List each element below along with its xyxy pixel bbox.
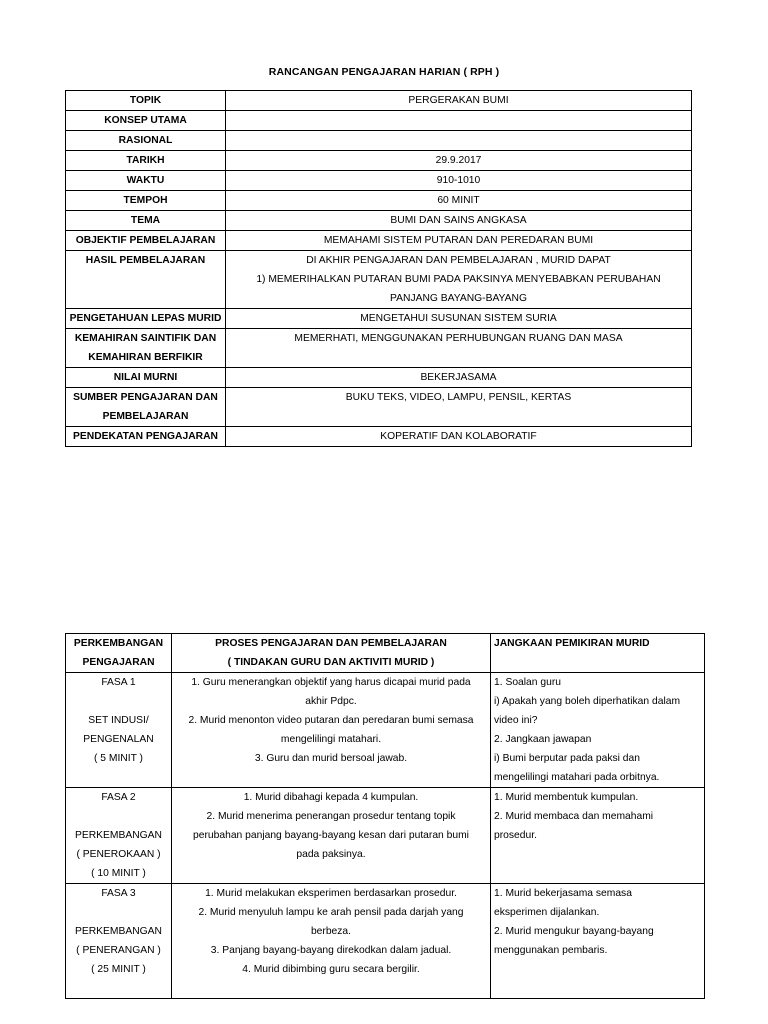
pdp-cell-line: ( PENERANGAN )	[76, 945, 161, 956]
rph-value	[226, 131, 692, 151]
rph-label: HASIL PEMBELAJARAN	[66, 251, 226, 309]
pdp-cell-line: ( 5 MINIT )	[93, 753, 143, 764]
pdp-header-c3	[491, 634, 705, 673]
pdp-header-line: PERKEMBANGAN	[73, 638, 164, 649]
rph-value-line: PERGERAKAN BUMI	[408, 95, 509, 106]
pdp-cell-line: FASA 3	[101, 888, 136, 899]
pdp-cell-line: perubahan panjang bayang-bayang kesan dari putaran bumi	[193, 830, 469, 841]
pdp-cell-line: 3. Guru dan murid bersoal jawab.	[254, 753, 408, 764]
rph-label: NILAI MURNI	[66, 368, 226, 388]
pdp-cell-line: ( 10 MINIT )	[91, 868, 146, 879]
pdp-cell-c2	[172, 673, 491, 788]
pdp-header-line: JANGKAAN PEMIKIRAN MURID	[494, 638, 650, 649]
rph-row	[66, 171, 692, 191]
rph-label: TEMA	[66, 211, 226, 231]
rph-label: RASIONAL	[66, 131, 226, 151]
rph-row	[66, 251, 692, 309]
rph-row	[66, 111, 692, 131]
pdp-cell-line: mengelilingi matahari.	[280, 734, 382, 745]
rph-value-line: MENGETAHUI SUSUNAN SISTEM SURIA	[360, 313, 557, 324]
rph-row	[66, 231, 692, 251]
pdp-row	[66, 884, 705, 999]
rph-label: KEMAHIRAN SAINTIFIK DAN KEMAHIRAN BERFIKIR	[66, 329, 226, 368]
rph-value	[226, 251, 692, 309]
rph-label: SUMBER PENGAJARAN DAN PEMBELAJARAN	[66, 388, 226, 427]
pdp-cell-line: PENGENALAN	[83, 734, 154, 745]
pdp-cell-c3	[491, 884, 705, 999]
pdp-cell-line: berbeza.	[310, 926, 352, 937]
rph-value-line: PANJANG BAYANG-BAYANG	[390, 293, 527, 304]
pdp-cell-c1	[66, 884, 172, 999]
rph-value	[226, 111, 692, 131]
pdp-cell-line: 2. Murid menyuluh lampu ke arah pensil pada darjah yang	[198, 907, 464, 918]
pdp-cell-line: mengelilingi matahari pada orbitnya.	[494, 772, 660, 783]
rph-label: OBJEKTIF PEMBELAJARAN	[66, 231, 226, 251]
pdp-cell-line: 1. Soalan guru	[494, 677, 561, 688]
rph-label: PENDEKATAN PENGAJARAN	[66, 427, 226, 447]
rph-value-line: 1) MEMERIHALKAN PUTARAN BUMI PADA PAKSINYA MENYEBABKAN PERUBAHAN	[256, 274, 661, 285]
pdp-cell-line: 1. Murid melakukan eksperimen berdasarkan prosedur.	[205, 888, 457, 899]
pdp-header-c1	[66, 634, 172, 673]
rph-row	[66, 151, 692, 171]
pdp-process-table	[65, 633, 705, 999]
rph-row	[66, 191, 692, 211]
pdp-header-line: PROSES PENGAJARAN DAN PEMBELAJARAN	[215, 638, 447, 649]
pdp-header-c2	[172, 634, 491, 673]
pdp-cell-line: akhir Pdpc.	[305, 696, 357, 707]
rph-value	[226, 211, 692, 231]
rph-value-line: MEMERHATI, MENGGUNAKAN PERHUBUNGAN RUANG DAN MASA	[294, 333, 623, 344]
rph-label: KONSEP UTAMA	[66, 111, 226, 131]
pdp-cell-line: ( PENEROKAAN )	[76, 849, 161, 860]
rph-value-line: DI AKHIR PENGAJARAN DAN PEMBELAJARAN , MURID DAPAT	[306, 255, 611, 266]
pdp-header-row	[66, 634, 705, 673]
rph-value	[226, 91, 692, 111]
pdp-cell-line: SET INDUSI/	[88, 715, 149, 726]
rph-row	[66, 368, 692, 388]
rph-label: WAKTU	[66, 171, 226, 191]
pdp-cell-line: 1. Murid membentuk kumpulan.	[494, 792, 639, 803]
rph-value	[226, 191, 692, 211]
rph-value	[226, 368, 692, 388]
pdp-cell-line: 2. Murid mengukur bayang-bayang	[494, 926, 654, 937]
pdp-cell-line: 3. Panjang bayang-bayang direkodkan dalam jadual.	[210, 945, 452, 956]
pdp-cell-line: 1. Murid bekerjasama semasa	[494, 888, 632, 899]
rph-row	[66, 131, 692, 151]
rph-row	[66, 388, 692, 427]
pdp-cell-line: FASA 2	[101, 792, 136, 803]
rph-label: PENGETAHUAN LEPAS MURID	[66, 309, 226, 329]
rph-value-line	[229, 131, 688, 150]
pdp-row	[66, 788, 705, 884]
rph-value	[226, 151, 692, 171]
rph-label: TEMPOH	[66, 191, 226, 211]
pdp-cell-line	[69, 903, 168, 922]
rph-value-line: MEMAHAMI SISTEM PUTARAN DAN PEREDARAN BUMI	[323, 235, 594, 246]
rph-value-line	[229, 111, 688, 130]
pdp-cell-line: 2. Murid menonton video putaran dan peredaran bumi semasa	[188, 715, 474, 726]
cell-spacer	[69, 979, 168, 998]
rph-value	[226, 388, 692, 427]
pdp-cell-line	[69, 692, 168, 711]
rph-row	[66, 91, 692, 111]
pdp-cell-line: pada paksinya.	[296, 849, 366, 860]
pdp-cell-c2	[172, 884, 491, 999]
pdp-cell-line: eksperimen dijalankan.	[494, 907, 600, 918]
pdp-cell-line: prosedur.	[494, 830, 537, 841]
pdp-cell-line: video ini?	[494, 715, 538, 726]
pdp-cell-line: 2. Murid menerima penerangan prosedur tentang topik	[206, 811, 456, 822]
pdp-cell-line: 2. Murid membaca dan memahami	[494, 811, 654, 822]
rph-value	[226, 309, 692, 329]
pdp-cell-line	[69, 807, 168, 826]
rph-row	[66, 309, 692, 329]
pdp-cell-line: i) Bumi berputar pada paksi dan	[494, 753, 640, 764]
rph-value-line: BEKERJASAMA	[420, 372, 497, 383]
pdp-cell-c3	[491, 788, 705, 884]
rph-value	[226, 171, 692, 191]
pdp-cell-c3	[491, 673, 705, 788]
cell-spacer	[69, 768, 168, 787]
rph-row	[66, 211, 692, 231]
pdp-cell-c1	[66, 673, 172, 788]
rph-value-line: BUMI DAN SAINS ANGKASA	[390, 215, 527, 226]
rph-value-line: 910-1010	[436, 175, 481, 186]
pdp-cell-line: ( 25 MINIT )	[91, 964, 146, 975]
pdp-cell-line: 4. Murid dibimbing guru secara bergilir.	[242, 964, 420, 975]
pdp-cell-line: 1. Murid dibahagi kepada 4 kumpulan.	[243, 792, 419, 803]
pdp-cell-line: PERKEMBANGAN	[75, 830, 162, 841]
rph-label: TOPIK	[66, 91, 226, 111]
pdp-row	[66, 673, 705, 788]
pdp-cell-line: 1. Guru menerangkan objektif yang harus dicapai murid pada	[191, 677, 471, 688]
pdp-cell-line: 2. Jangkaan jawapan	[494, 734, 592, 745]
pdp-cell-c1	[66, 788, 172, 884]
rph-info-table	[65, 90, 692, 447]
rph-value-line: 60 MINIT	[437, 195, 480, 206]
rph-value	[226, 231, 692, 251]
pdp-cell-line: i) Apakah yang boleh diperhatikan dalam	[494, 696, 681, 707]
pdp-cell-line: FASA 1	[101, 677, 136, 688]
rph-value-line: KOPERATIF DAN KOLABORATIF	[380, 431, 537, 442]
pdp-cell-line: PERKEMBANGAN	[75, 926, 162, 937]
document-title: RANCANGAN PENGAJARAN HARIAN ( RPH )	[268, 66, 500, 78]
rph-label: TARIKH	[66, 151, 226, 171]
rph-value	[226, 329, 692, 368]
pdp-cell-c2	[172, 788, 491, 884]
pdp-cell-line: menggunakan pembaris.	[494, 945, 608, 956]
pdp-header-line: ( TINDAKAN GURU DAN AKTIVITI MURID )	[227, 657, 435, 668]
rph-value-line: 29.9.2017	[435, 155, 482, 166]
rph-row	[66, 427, 692, 447]
pdp-header-line: PENGAJARAN	[82, 657, 155, 668]
rph-value-line: BUKU TEKS, VIDEO, LAMPU, PENSIL, KERTAS	[345, 392, 572, 403]
rph-row	[66, 329, 692, 368]
rph-value	[226, 427, 692, 447]
